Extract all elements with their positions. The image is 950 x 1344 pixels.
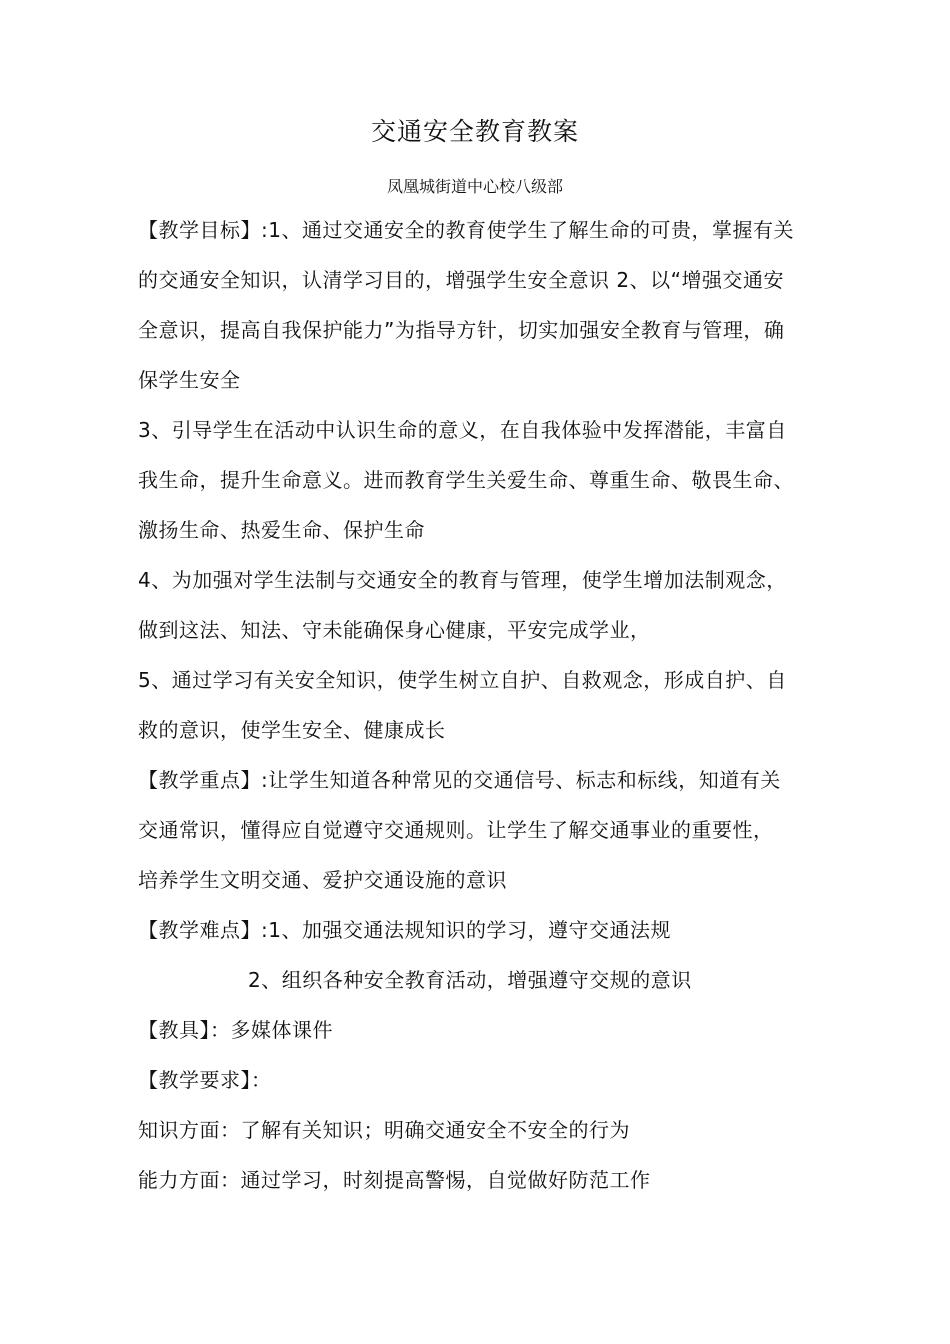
body-line-indented: 2、组织各种安全教育活动，增强遵守交规的意识 xyxy=(248,968,692,992)
body-line: 【教具】：多媒体课件 xyxy=(138,1018,333,1042)
body-line: 保学生安全 xyxy=(138,368,241,392)
body-line: 3、引导学生在活动中认识生命的意义，在自我体验中发挥潜能，丰富自 xyxy=(138,418,787,442)
body-line: 【教学要求】： xyxy=(138,1068,272,1092)
body-line: 做到这法、知法、守未能确保身心健康，平安完成学业， xyxy=(138,618,651,642)
body-line: 全意识，提高自我保护能力”为指导方针，切实加强安全教育与管理，确 xyxy=(138,318,785,342)
body-line: 知识方面：了解有关知识；明确交通安全不安全的行为 xyxy=(138,1118,630,1142)
document-title: 交通安全教育教案 xyxy=(370,117,579,146)
body-line: 培养学生文明交通、爱护交通设施的意识 xyxy=(138,868,507,892)
body-line: 交通常识，懂得应自觉遵守交通规则。让学生了解交通事业的重要性， xyxy=(138,818,774,842)
body-line: 5、通过学习有关安全知识，使学生树立自护、自救观念，形成自护、自 xyxy=(138,668,787,692)
body-line: 救的意识，使学生安全、健康成长 xyxy=(138,718,446,742)
body-line: 激扬生命、热爱生命、保护生命 xyxy=(138,518,425,542)
document-body xyxy=(138,205,828,1205)
body-line: 【教学难点】:1、加强交通法规知识的学习，遵守交通法规 xyxy=(138,918,671,942)
body-line: 的交通安全知识，认清学习目的，增强学生安全意识 2、以“增强交通安 xyxy=(138,268,784,292)
document-subtitle: 凤凰城街道中心校八级部 xyxy=(386,177,563,196)
body-line: 能力方面：通过学习，时刻提高警惕，自觉做好防范工作 xyxy=(138,1168,651,1192)
body-line: 我生命，提升生命意义。进而教育学生关爱生命、尊重生命、敬畏生命、 xyxy=(138,468,794,492)
body-line: 4、为加强对学生法制与交通安全的教育与管理，使学生增加法制观念， xyxy=(138,568,787,592)
body-line: 【教学重点】:让学生知道各种常见的交通信号、标志和标线，知道有关 xyxy=(138,768,781,792)
body-line: 【教学目标】:1、通过交通安全的教育使学生了解生命的可贵，掌握有关 xyxy=(138,218,794,242)
